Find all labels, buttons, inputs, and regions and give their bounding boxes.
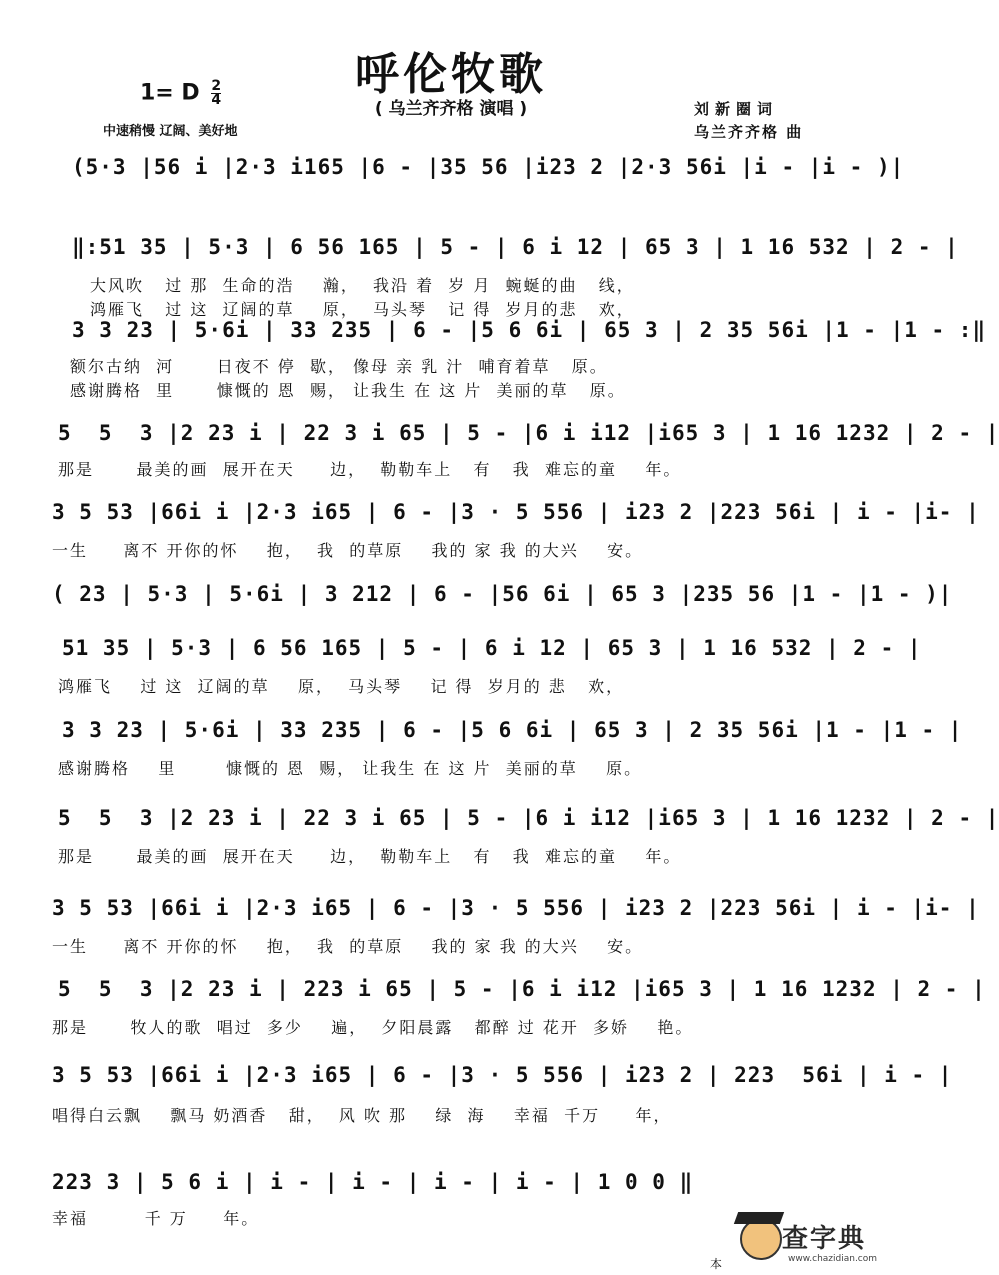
site-logo[interactable] [736, 1212, 896, 1270]
lyric-line: 一生 离不 开你的怀 抱， 我 的草原 我的 家 我 的大兴 安。 [52, 937, 644, 956]
lyric-line: 一生 离不 开你的怀 抱， 我 的草原 我的 家 我 的大兴 安。 [52, 541, 644, 560]
performer-line: ( 乌兰齐齐格 演唱 ) [374, 99, 528, 119]
time-numerator: 2 [211, 78, 222, 94]
song-title: 呼伦牧歌 [355, 49, 547, 100]
lyric-line: 幸福 千 万 年。 [52, 1209, 260, 1228]
time-denominator: 4 [211, 92, 222, 108]
lyric-line: 大风吹 过 那 生命的浩 瀚， 我沿 着 岁 月 蜿蜒的曲 线， [90, 276, 635, 295]
lyric-line: 鸿雁飞 过 这 辽阔的草 原， 马头琴 记 得 岁月的 悲 欢， [58, 677, 625, 696]
lyric-line: 那是 最美的画 展开在天 边， 勒勒车上 有 我 难忘的童 年。 [58, 847, 682, 866]
notation-line: 3 5 53 |66i i |2·3 i65 | 6 - |3 · 5 556 | i23 2 |223 56i | i - |i- | [52, 896, 980, 920]
lyricist-credit: 刘新圈词 [694, 100, 779, 118]
notation-line: 3 5 53 |66i i |2·3 i65 | 6 - |3 · 5 556 | i23 2 | 223 56i | i - | [52, 1063, 953, 1087]
notation-line: (5·3 |56 i |2·3 i165 |6 - |35 56 |i23 2 |2·3 56i |i - |i - )| [72, 155, 905, 179]
lyric-line: 感谢腾格 里 慷慨的 恩 赐， 让我生 在 这 片 美丽的草 原。 [70, 381, 626, 400]
logo-text: 查字典 [782, 1224, 867, 1254]
notation-line: 3 3 23 | 5·6i | 33 235 | 6 - |5 6 6i | 65 3 | 2 35 56i |1 - |1 - :‖ [72, 318, 987, 342]
key-label: 1= D [140, 80, 200, 106]
lyric-line: 感谢腾格 里 慷慨的 恩 赐， 让我生 在 这 片 美丽的草 原。 [58, 759, 643, 778]
notation-line: 51 35 | 5·3 | 6 56 165 | 5 - | 6 i 12 | 65 3 | 1 16 532 | 2 - | [62, 636, 922, 660]
footer-char: 本 [710, 1257, 723, 1271]
key-signature [140, 80, 221, 107]
composer-credit: 乌兰齐齐格 曲 [694, 123, 804, 141]
notation-line: 5 5 3 |2 23 i | 22 3 i 65 | 5 - |6 i i12 |i65 3 | 1 16 1232 | 2 - | [58, 421, 999, 445]
notation-line: ( 23 | 5·3 | 5·6i | 3 212 | 6 - |56 6i | 65 3 |235 56 |1 - |1 - )| [52, 582, 953, 606]
notation-line: ‖:51 35 | 5·3 | 6 56 165 | 5 - | 6 i 12 | 65 3 | 1 16 532 | 2 - | [72, 235, 959, 259]
notation-line: 5 5 3 |2 23 i | 22 3 i 65 | 5 - |6 i i12 |i65 3 | 1 16 1232 | 2 - | [58, 806, 999, 830]
lyric-line: 那是 牧人的歌 唱过 多少 遍， 夕阳晨露 都醉 过 花开 多娇 艳。 [52, 1018, 694, 1037]
notation-line: 223 3 | 5 6 i | i - | i - | i - | i - | 1 0 0 ‖ [52, 1170, 694, 1194]
graduation-cap-icon [734, 1212, 784, 1224]
lyric-line: 唱得白云飘 飘马 奶酒香 甜， 风 吹 那 绿 海 幸福 千万 年， [52, 1106, 672, 1125]
notation-line: 5 5 3 |2 23 i | 223 i 65 | 5 - |6 i i12 |i65 3 | 1 16 1232 | 2 - | [58, 977, 986, 1001]
time-signature [211, 80, 221, 107]
notation-line: 3 3 23 | 5·6i | 33 235 | 6 - |5 6 6i | 65 3 | 2 35 56i |1 - |1 - | [62, 718, 963, 742]
tempo-marking: 中速稍慢 辽阔、美好地 [103, 124, 238, 139]
mascot-face-icon [740, 1218, 782, 1260]
lyric-line: 鸿雁飞 过 这 辽阔的草 原， 马头琴 记 得 岁月的悲 欢， [90, 300, 635, 319]
lyric-line: 那是 最美的画 展开在天 边， 勒勒车上 有 我 难忘的童 年。 [58, 460, 682, 479]
logo-url: www.chazidian.com [788, 1254, 878, 1264]
lyric-line: 额尔古纳 河 日夜不 停 歇， 像母 亲 乳 汁 哺育着草 原。 [70, 357, 608, 376]
notation-line: 3 5 53 |66i i |2·3 i65 | 6 - |3 · 5 556 | i23 2 |223 56i | i - |i- | [52, 500, 980, 524]
